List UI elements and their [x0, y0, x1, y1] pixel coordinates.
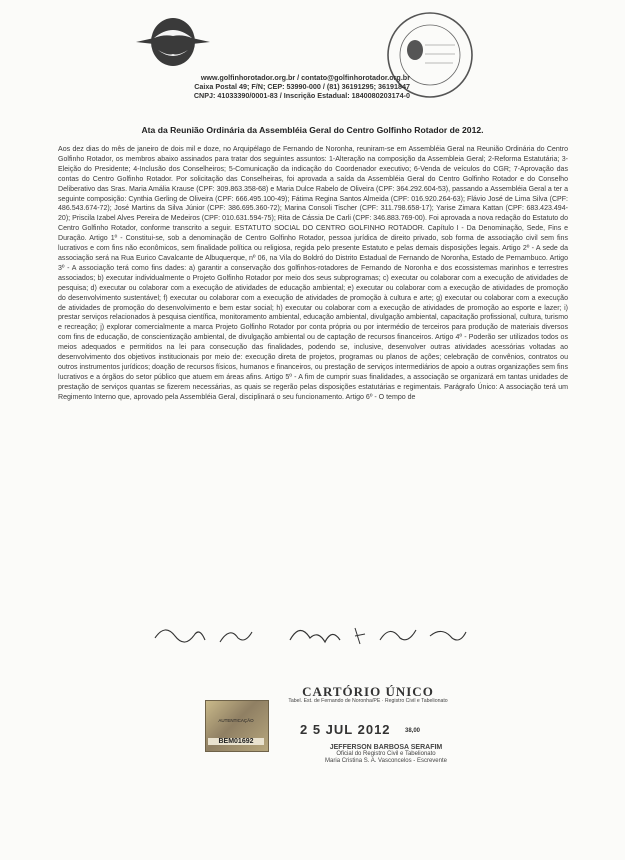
letterhead-address: Caixa Postal 49; F/N; CEP: 53990-000 / (81) 36191295; 36191847 [194, 82, 410, 91]
notary-date-stamp: 2 5 JUL 2012 [300, 722, 391, 737]
document-body: Aos dez dias do mês de janeiro de dois mil e doze, no Arquipélago de Fernando de Noronha, reuniram-se em Assembléia Geral na Reunião Ordinária do Centro Golfinho Rotador, os membros abaixo assinados para tratar dos seguintes assuntos: 1-Alteração na composição da Assembleia Geral; 2-Reforma Estatutária; 3-Eleição do Presidente; 4-Inclusão dos Conselheiros; 5-Comunicação da indicação do Coordenador executivo; 6-Venda de veículos do CGR; 7-Aprovação das contas do Centro Golfinho Rotador. Por solicitação das Conselheiras, foi aprovada a saída da Assembléia Geral do Centro Golfinho Rotador e do Conselho Deliberativo das Sras. Maria Amália Krause (CPF: 309.863.358-68) e Maria Dulce Rabelo de Oliveira (CPF: 364.292.604-53), passando a Assembléia Geral a ter a seguinte composição: Cynthia Gerling de Oliveira (CPF: 666.495.100-49); Fátima Regina Santos Almeida (CPF: 016.920.264-63); Flávio José de Lima Silva (CPF: 486.543.674-72); José Martins da Silva Júnior (CPF: 386.695.360-72); Marina Consoli Tischer (CPF: 311.798.658-17); Yarise Zimara Kattan (CPF: 683.423.494-20); Priscila Izabel Alves Pereira de Medeiros (CPF: 010.631.594-75); Rita de Cássia De Carli (CPF: 346.883.769-00). Foi aprovada a nova redação do Estatuto do Centro Golfinho Rotador, conforme transcrito a seguir. ESTATUTO SOCIAL DO CENTRO GOLFINHO ROTADOR. Capítulo I - Da Denominação, Sede, Fins e Duração. Artigo 1º - Constitui-se, sob a denominação de Centro Golfinho Rotador, pessoa jurídica de direito privado, sob forma de associação civil sem fins lucrativos e com fins não econômicos, sem finalidade política ou religiosa, regida pelo presente Estatuto e pelas demais disposições legais. Artigo 2º - A sede da associação será na Rua Eurico Cavalcante de Albuquerque, nº 06, na Vila do Boldró do Distrito Estadual de Fernando de Noronha, Estado de Pernambuco. Artigo 3º - A associação terá como fins dades: a) garantir a conservação dos golfinhos-rotadores de Fernando de Noronha e dos ecossistemas marinhos e terrestres associados; b) executar individualmente o Projeto Golfinho Rotador por meio dos seus subprogramas; c) executar ou colaborar com a execução de atividades de pesquisa; d) executar ou colaborar com a execução de atividades de educação ambiental; e) executar ou colaborar com a execução de atividades de promoção do desenvolvimento sustentável; f) executar ou colaborar com a execução de atividades de promoção à cultura e arte; g) executar ou colaborar com a execução de atividades de promoção do desenvolvimento e bem estar social; h) executar ou colaborar com a execução de atividades de promoção ao esporte e lazer; i) prestar serviços relacionados à pesquisa científica, monitoramento ambiental, educação ambiental, divulgação ambiental, capacitação profissional, cultura, turismo e recreação; j) explorar comercialmente a marca Projeto Golfinho Rotador por conta própria ou por intermédio de terceiros para produção de materiais diversos com fins de educação, de conscientização ambiental, de divulgação ambiental ou de captação de recursos financeiros. Artigo 4º - Poderão ser utilizados todos os meios adequados e permitidos na lei para consecução das finalidades, podendo se, inclusive, desenvolver outras atividades acessórias voltadas ao desenvolvimento dos objetivos institucionais por meio de: execução direta de projetos, programas ou planos de ações; celebração de convênios, contratos ou outros instrumentos jurídicos; doação de recursos físicos, humanos e financeiros, ou prestação de serviços intermediários de apoio a outras organizações sem fins lucrativos e a órgãos do setor público que atuem em áreas afins. Artigo 5º - A fim de cumprir suas finalidades, a associação se organizará em tantas unidades de prestação de serviços quantas se fizerem necessárias, as quais se regerão pelas disposições estatutárias e regimentais. Parágrafo Único: A associação terá um Regimento Interno que, aprovado pela Assembléia Geral, disciplinará o seu funcionamento. Artigo 6º - O tempo de [58, 146, 568, 401]
notary-signer-clerk: Maria Cristina S. A. Vasconcelos - Escrevente [325, 758, 447, 764]
document-title: Ata da Reunião Ordinária da Assembléia Geral do Centro Golfinho Rotador de 2012. [141, 125, 484, 135]
letterhead-contact [110, 73, 410, 100]
authentication-stamp-label: AUTENTICAÇÃO [218, 718, 254, 723]
notary-fee: 38,00 [405, 728, 421, 734]
letterhead-cnpj: CNPJ: 41033390/0001-83 / Inscrição Estadual: 1840080203174-0 [193, 91, 410, 100]
signatures-row [150, 618, 470, 650]
notary-signer-role: Oficial do Registro Civil e Tabelionato [336, 751, 436, 757]
notary-office-name: CARTÓRIO ÚNICO [302, 684, 434, 699]
dolphin-logo-icon [118, 8, 228, 78]
notary-signer-name: JEFFERSON BARBOSA SERAFIM [329, 744, 443, 751]
authentication-stamp-number: BEM01692 [208, 738, 264, 745]
letterhead-web: www.golfinhorotador.org.br / contato@golfinhorotador.org.br [200, 73, 410, 82]
notary-signer [306, 744, 466, 765]
notary-office-subtitle: Tabel. Est. de Fernando de Noronha/PE · Registro Civil e Tabelionato [288, 698, 448, 704]
